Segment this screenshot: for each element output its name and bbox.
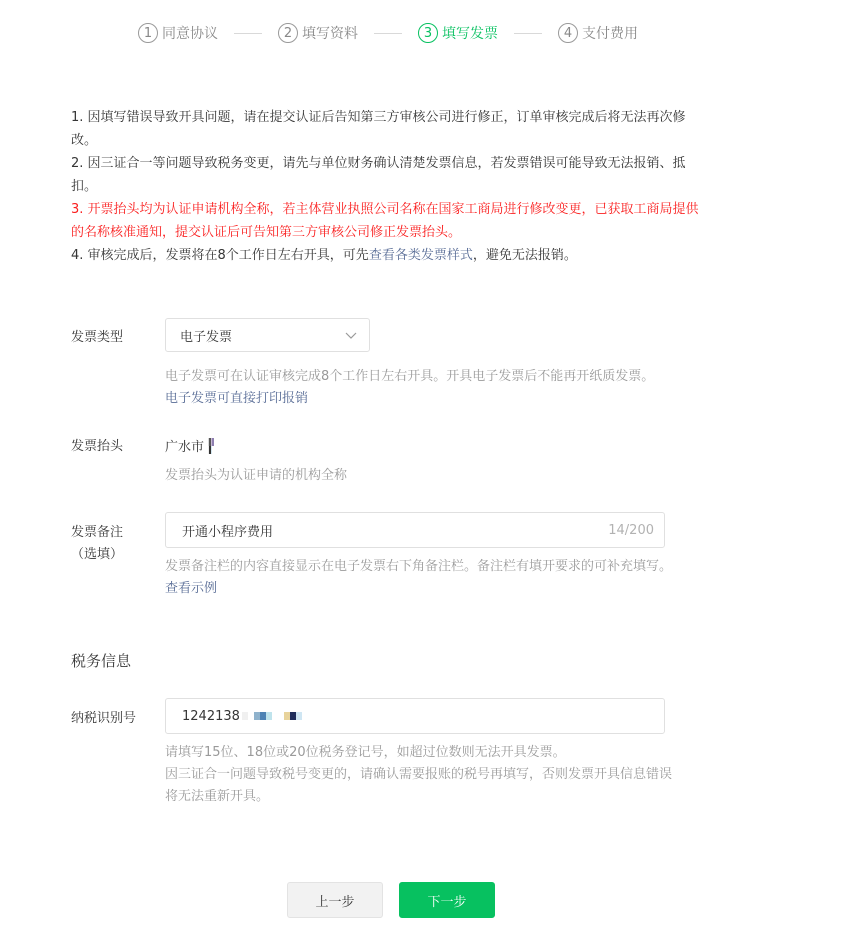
notice-1: 1. 因填写错误导致开具问题，请在提交认证后告知第三方审核公司进行修正，订单审核完成后将无法再次修改。 — [71, 110, 686, 148]
invoice-remark-hint-text: 发票备注栏的内容直接显示在电子发票右下角备注栏。备注栏有填开要求的可补充填写。 — [165, 559, 673, 574]
step-divider — [374, 33, 402, 34]
step-3-label: 填写发票 — [442, 26, 498, 42]
invoice-type-select[interactable] — [165, 318, 370, 352]
notice-4-suffix: ，避免无法报销。 — [472, 248, 577, 263]
step-4-number: 4 — [558, 23, 578, 43]
step-1 — [138, 23, 218, 43]
tax-id-input[interactable] — [165, 698, 665, 734]
invoice-remark-hint — [165, 556, 672, 600]
chevron-down-icon — [345, 329, 357, 341]
invoice-remark-label — [71, 522, 123, 566]
step-1-label: 同意协议 — [162, 26, 218, 42]
invoice-title-label: 发票抬头 — [71, 439, 124, 454]
step-2-number: 2 — [278, 23, 298, 43]
next-step-button[interactable]: 下一步 — [399, 882, 495, 918]
notice-4-prefix: 4. 审核完成后，发票将在8个工作日左右开具，可先 — [71, 248, 369, 263]
view-example-link[interactable]: 查看示例 — [165, 581, 218, 596]
prev-step-button[interactable]: 上一步 — [287, 882, 383, 918]
step-divider — [514, 33, 542, 34]
tax-id-hint-2: 因三证合一问题导致税号变更的，请确认需要报账的税号再填写，否则发票开具信息错误 — [165, 767, 673, 782]
invoice-remark-value: 开通小程序费用 — [182, 524, 274, 540]
step-indicator — [138, 22, 638, 44]
invoice-remark-input[interactable] — [165, 512, 665, 548]
step-2 — [278, 23, 358, 43]
electronic-invoice-print-link[interactable]: 电子发票可直接打印报销 — [165, 391, 309, 406]
notice-3-warning: 3. 开票抬头均为认证申请机构全称，若主体营业执照公司名称在国家工商局进行修改变更，已获取工商局提供的名称核准通知，提交认证后可告知第三方审核公司修正发票抬头。 — [71, 202, 699, 240]
step-4 — [558, 23, 638, 43]
step-4-label: 支付费用 — [582, 26, 638, 42]
notice-2: 2. 因三证合一等问题导致税务变更，请先与单位财务确认清楚发票信息，若发票错误可能导致无法报销、抵扣。 — [71, 156, 686, 194]
invoice-remark-label-line2: （选填） — [71, 547, 124, 562]
step-divider — [234, 33, 262, 34]
tax-id-hint-1: 请填写15位、18位或20位税务登记号，如超过位数则无法开具发票。 — [165, 745, 566, 760]
redacted-mosaic — [206, 438, 214, 454]
invoice-title-hint: 发票抬头为认证申请的机构全称 — [165, 468, 348, 483]
tax-id-hint — [165, 742, 672, 808]
invoice-type-value: 电子发票 — [180, 329, 233, 345]
tax-id-label: 纳税识别号 — [71, 711, 137, 726]
char-counter: 14/200 — [608, 522, 654, 538]
step-1-number: 1 — [138, 23, 158, 43]
invoice-title-value-wrap — [165, 436, 214, 455]
notice-4 — [71, 244, 711, 267]
invoice-remark-label-line1: 发票备注 — [71, 525, 124, 540]
step-2-label: 填写资料 — [302, 26, 358, 42]
tax-id-hint-3: 将无法重新开具。 — [165, 789, 270, 804]
tax-id-value: 1242138 — [182, 708, 240, 724]
invoice-type-hint — [165, 366, 654, 410]
notice-list — [71, 106, 711, 267]
invoice-type-label: 发票类型 — [71, 330, 124, 345]
invoice-title-value: 广水市 — [165, 440, 205, 455]
step-3-number: 3 — [418, 23, 438, 43]
tax-section-title: 税务信息 — [71, 652, 132, 670]
invoice-samples-link[interactable]: 查看各类发票样式 — [368, 248, 473, 263]
invoice-type-hint-text: 电子发票可在认证审核完成8个工作日左右开具。开具电子发票后不能再开纸质发票。 — [165, 369, 655, 384]
step-3-active — [418, 23, 498, 43]
redacted-mosaic — [242, 712, 302, 720]
